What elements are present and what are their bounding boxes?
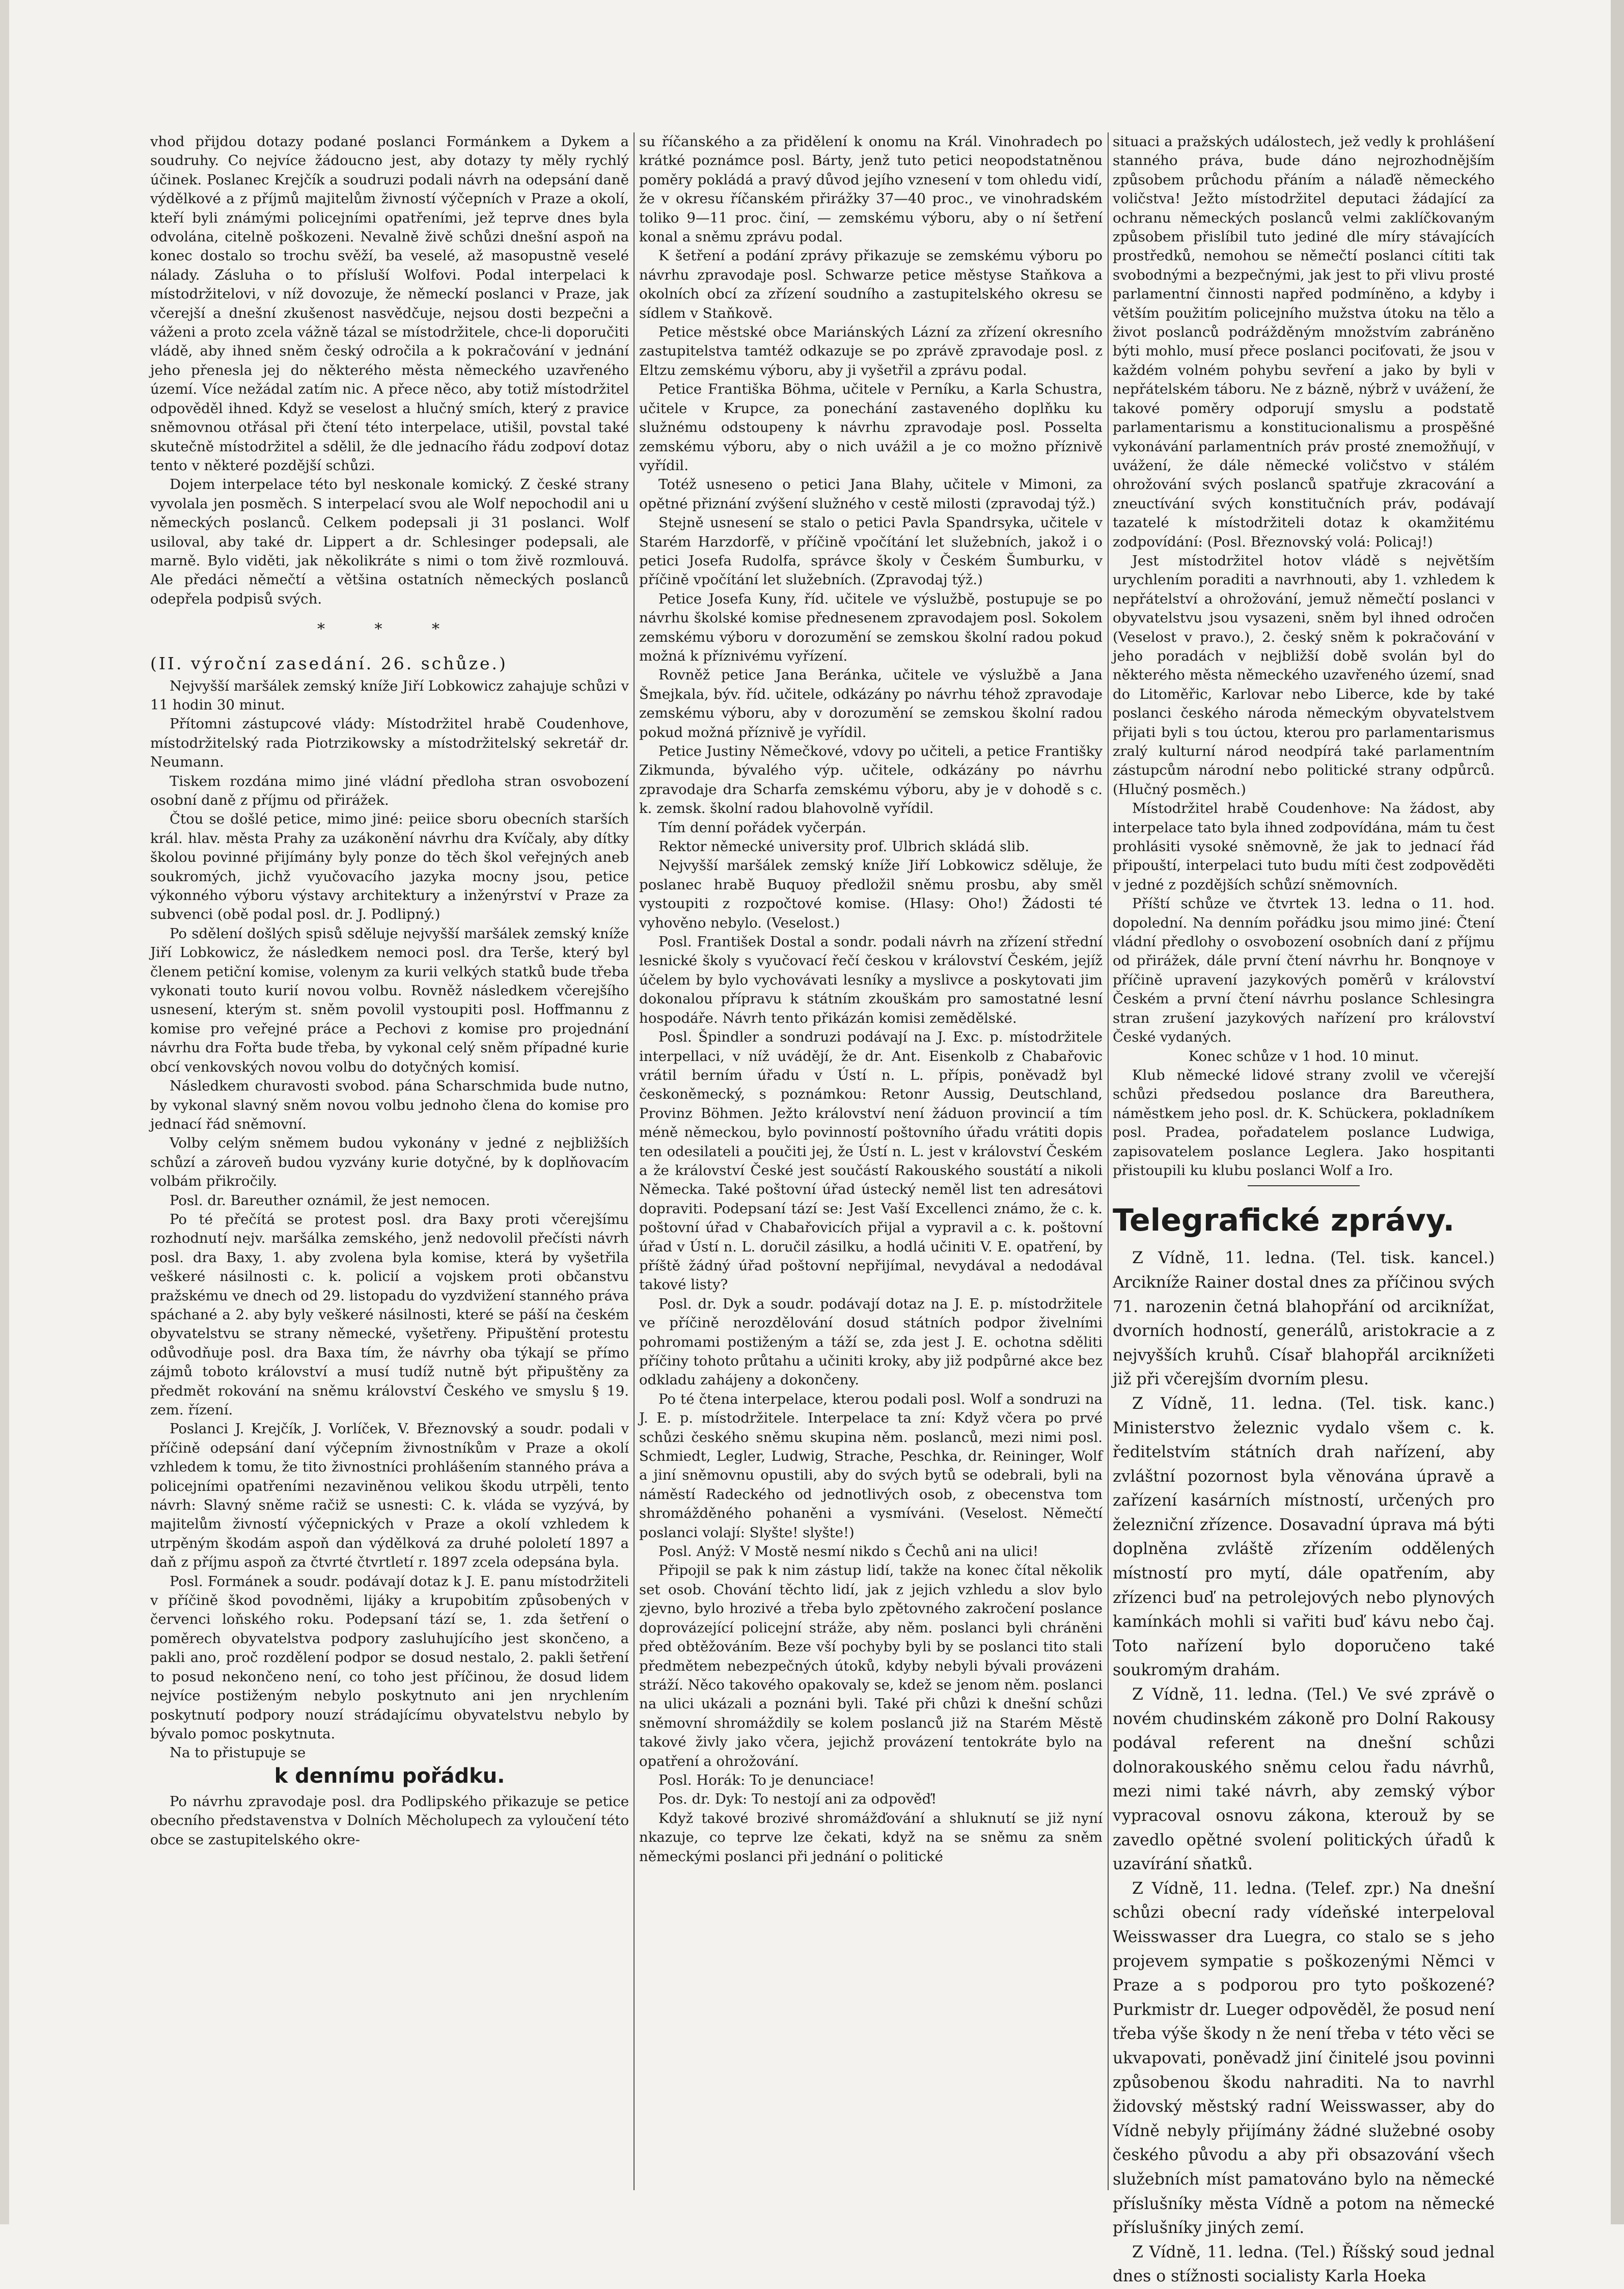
paragraph: Když takové brozivé shromážďování a shluknutí se již nyní nkazuje, co teprve lze čekati, když na se sněmu za sněm německými poslanci při jednání o politické (639, 1810, 1103, 1865)
scan-left-edge (0, 0, 9, 2224)
paragraph: Nejvyšší maršálek zemský kníže Jiří Lobkowicz zahajuje schůzi v 11 hodin 30 minut. (150, 677, 629, 713)
paragraph: Příští schůze ve čtvrtek 13. ledna o 11. hod. dopolední. Na denním pořádku jsou mimo jiné: Čtení vládní předlohy o osvobození osobních daní z příjmu od přirážek, dále první čtení návrhu hr. Bonqnoye v příčině upravení jazykových poměrů v království Českém a první čtení návrhu poslance Schlesingra stran zrušení jazykových nařízení pro království České vydaných. (1113, 895, 1495, 1046)
column-2 (639, 132, 1103, 2190)
paragraph: Po sdělení došlých spisů sděluje nejvyšší maršálek zemský kníže Jiří Lobkowicz, že následkem nemoci posl. dra Terše, který byl členem petiční komise, volenym za kurii velkých statků bude třeba vykonati touto kurií novou volbu. Rovněž následkem včerejšího usnesení, kterým st. sněm povolil vystoupiti posl. Hoffmannu z komise pro veřejné práce a Pechovi z komise pro projednání návrhu dra Fořta bude třeba, by vykonal celý sněm případné kurie obcí venkovských novou volbu do dotyčných komisí. (150, 925, 629, 1075)
paragraph: Přítomni zástupcové vlády: Místodržitel hrabě Coudenhove, místodržitelský rada Piotrzikowsky a místodržitelský sekretář dr. Neumann. (150, 716, 629, 771)
column-3 (1113, 132, 1495, 2286)
paragraph: Posl. Horák: To je denunciace! (658, 1772, 875, 1788)
paragraph: Posl. Formánek a soudr. podávají dotaz k J. E. panu místodržiteli v příčině škod povodněmi, lijáky a krupobitím způsobených v červenci loňského roku. Podepsaní tází se, 1. zda šetření o poměrech obyvatelstva podpory zasluhujícího jest skončeno, a pakli ano, proč rozdělení podpor se dosud nestalo, 2. pakli šetření to posud nekončeno není, co toho jest příčinou, že dosud lidem nejvíce postiženým nebylo poskytnuto ani jen nrychlením poskytnutí podpory nouzí strádajícímu obyvatelstvu nebylo by bývalo pomoc poskytnuta. (150, 1573, 629, 1742)
paragraph: Posl. Anýž: V Mostě nesmí nikdo s Čechů ani na ulici! (658, 1543, 1038, 1560)
paragraph: Po návrhu zpravodaje posl. dra Podlipského přikazuje se petice obecního představenstva v Dolních Měcholupech za vyloučení této obce se zastupitelského okre- (150, 1793, 629, 1848)
paragraph: Poslanci J. Krejčík, J. Vorlíček, V. Březnovský a soudr. podali v příčině odepsání daní výčepním živnostníkům v Praze a okolí vzhledem k tomu, že tito živnostníci prohlášením stanného práva a policejními opatřeními nezaviněnou velikou škodu utrpěli, tento návrh: Slavný sněme račiž se usnesti: C. k. vláda se vyzývá, by majitelům živností výčepnických v Praze a okolí vzhledem k utrpěným škodám aspoň dan výdělková za druhé pololetí 1897 a daň z příjmu aspoň za čtvrté čtvrtletí r. 1897 zcela odepsána byla. (150, 1421, 629, 1571)
paragraph: Místodržitel hrabě Coudenhove: Na žádost, aby interpelace tato byla ihned zodpovídána, mám tu čest prohlásiti vysoké sněmovně, že jak to jednací řád připouští, interpelaci tuto budu míti čest zodpověděti v jedné z pozdějších schůzí sněmovních. (1113, 800, 1495, 893)
paragraph: Připojil se pak k nim zástup lidí, takže na konec čítal několik set osob. Chování těchto lidí, jak z jejich vzhledu a slov bylo zjevno, bylo hrozivé a třeba bylo zpětovného zakročení poslance doprovázející policejní stráže, aby něm. poslanci byli chráněni před obtěžováním. Beze vší pochyby byli by se poslanci tito stali předmětem nebezpečných útoků, kdyby nebyli bývali provázeni stráží. Něco takového opakovaly se, kdež se jenom něm. poslanci na ulici ukázali a poznáni byli. Také při chůzi k dnešní schůzi sněmovní shromáždily se kolem poslanců již na Starém Městě takové živly jako včera, jejichž provázení tentokráte bylo na opatření a ohrožování. (639, 1562, 1103, 1769)
paragraph: Po té čtena interpelace, kterou podali posl. Wolf a sondruzi na J. E. p. místodržitele. Interpelace ta zní: Když včera po prvé schůzi českého sněmu skupina něm. poslanců, mezi nimi posl. Schmiedt, Legler, Ludwig, Strache, Peschka, dr. Reininger, Wolf a jiní sněmovnu opustili, aby do svých bytů se odebrali, byli na náměstí Radeckého od jednotlivých osob, z obecenstva tom shromážděného pohaněni a vysmíváni. (Veselost. Němečtí poslanci volají: Slyšte! slyšte!) (639, 1391, 1103, 1541)
separator-stars: * * * (317, 620, 462, 639)
paragraph: Rovněž petice Jana Beránka, učitele ve výslužbě a Jana Šmejkala, býv. říd. učitele, odkázány po návrhu téhož zpravodaje zemskému výboru, aby v dorozumění se zemskou školní radou pokud možná příznivě je vyřídil. (639, 667, 1103, 741)
paragraph: Na to přistupuje se (170, 1745, 306, 1761)
paragraph: Dojem interpelace této byl neskonale komický. Z české strany vyvolala jen posměch. S interpelací svou ale Wolf nepochodil ani u německých poslanců. Celkem podepsali ji 31 poslanci. Wolf usiloval, aby také dr. Lippert a dr. Schlesinger podepsali, ale marně. Bylo viděti, jak několikráte s nimi o tom živě rozmlouvá. Ale předáci němečtí a většina ostatních německých poslanců odepřela podpisů svých. (150, 476, 629, 607)
paragraph: Posl. dr. Dyk a soudr. podávají dotaz na J. E. p. místodržitele ve příčině nerozdělování dosud státních podpor živelními pohromami postiženým a táží se, zda jest J. E. ochotna sděliti příčiny tohoto průtahu a učiniti kroky, aby již podpůrné akce bez odkladu zahájeny a dokončeny. (639, 1295, 1103, 1388)
paragraph: Nejvyšší maršálek zemský kníže Jiří Lobkowicz sděluje, že poslanec hrabě Buquoy předložil sněmu prosbu, aby směl vystoupiti z rozpočtové komise. (Hlasy: Oho!) Žádosti té vyhověno nebylo. (Veselost.) (639, 857, 1103, 931)
paragraph: vhod přijdou dotazy podané poslanci Formánkem a Dykem a soudruhy. Co nejvíce žádoucno jest, aby dotazy ty měly rychlý účinek. Poslanec Krejčík a soudruzi podali návrh na odepsání daně výdělkové a z příjmů majitelům živností výčepních v Praze a okolí, kteří byli známými policejními opatřeními, jež teprve dnes byla odvolána, citelně poškozeni. Nevalně živě schůzi dnešní aspoň na konec dostalo so trochu svěží, ba veselé, až masopustně veselé nálady. Zásluha o to přísluší Wolfovi. Podal interpelaci k místodržitelovi, v níž dovozuje, že německí poslanci v Praze, jak včerejší a dnešní zkušenost nasvědčuje, nejsou dosti bezpečni a váženi a proto zcela vážně tázal se místodržitele, chce-li doporučiti vládě, aby ihned sněm český odročila a k pokračování v jednání jeho přenesla jej do některého města německého uzavřeného území. Více nežádal zatím nic. A přece něco, aby totiž místodržitel odpověděl ihned. Když se veselost a hlučný smích, který z pravice sněmovnou otřásal při čtení této interpelace, utišil, povstal také skutečně místodržitel a sdělil, že dle jednacího řádu zodpoví dotaz tento v některé pozdější schůzi. (150, 133, 629, 474)
paragraph: Posl. Špindler a sondruzi podávají na J. Exc. p. místodržitele interpellaci, v níž uvádějí, že dr. Ant. Eisenkolb z Chabařovic vrátil berním úřadu v Ústí n. L. přípis, poněvadž byl českoněmecký, s poznámkou: Retonr Aussig, Deutschland, Provinz Böhmen. Ježto království není žáduon provincií a tím méně německou, bylo povinností poštovního úřadu vrátiti dopis ten odesilateli a poučiti jej, že Ústí n. L. jest v království Českém a že království České jest součástí Rakouského soustátí a nikoli Německa. Také poštovní úřad ústecký neměl list ten adresátovi dopraviti. Podepsaní tází se: Jest Vaší Excellenci známo, že c. k. poštovní úřad v Chabařovicích přijal a vypravil a c. k. poštovní úřad v Ústí n. L. doručil zásilku, a hodlá učiniti V. E. opatření, by příště žádný úřad poštovní nepřijímal, nevydával a nedodával takové listy? (639, 1029, 1103, 1293)
paragraph: situaci a pražských událostech, jež vedly k prohlášení stanného práva, bude dáno nejrozhodnějším způsobem průchodu přáním a nálaďě německého voličstva! Ježto místodržitel deputaci žádající za ochranu německých poslanců velmi zaklíčkovaným způsobem přislíbil tuto jediné dle míry stávajících prostředků, nemohou se němečtí poslanci cítiti tak svobodnými a bezpečnými, jak jest to při vlivu prosté parlamentní činnosti napřed podmíněno, a kdyby i větším použitím policejního mužstva útoku na tělo a život poslanců podrážděným množstvím zabráněno býti mohlo, musí přece poslanci pociťovati, že jsou v každém volném pohybu sevření a jako by byli v nepřátelském táboru. Ne z bázně, nýbrž v uvážení, že takové poměry odporují smyslu a podstatě parlamentarismu a konstitucionalismu a prospěšné vykonávání parlamentních práv prosté znemožňují, v uvážení, že dále německé voličstvo v stálém ohrožování svých poslanců spatřuje zkracování a zneuctívání svých konstitučních práv, podávají tazatelé k místodržiteli dotaz k okamžitému zodpovídání: (Posl. Březnovský volá: Policaj!) (1113, 133, 1495, 550)
paragraph: Po té přečítá se protest posl. dra Baxy proti včerejšímu rozhodnutí nejv. maršálka zemského, jenž nedovolil přečísti návrh posl. dra Baxy, 1. aby zvolena byla komise, která by vyšetřila veškeré násilnosti c. k. policií a vojskem proti občanstvu pražskému ve dnech od 29. listopadu do vyzdvižení stanného práva spáchané a 2. aby byly veškeré násilnosti, které se páší na českém obyvatelstvu se strany německé, vyšetřeny. Připuštění protestu odůvodňuje posl. dra Baxa tím, že návrhy oba týkají se přímo zájmů toboto království a musí tudíž nutně být připuštěny za předmět rokování na sněmu království Českého ve smyslu § 19. zem. řízení. (150, 1211, 629, 1418)
column-rule (634, 132, 635, 2190)
paragraph: Jest místodržitel hotov vládě s největším urychlením poraditi a navrhnouti, aby 1. vzhledem k nepřátelství a ohrožování, jemuž němečtí poslanci v obyvatelstvu jsou vysazeni, sněm byl ihned odročen (Veselost v pravo.), 2. český sněm k pokračování v jeho poradách v nejbližší době svolán byl do některého města německého uzavřeného území, snad do Litoměřic, Karlovar nebo Liberce, kde by také poslanci českého národa německým obyvatelstvem přijati byli s tou úctou, kterou pro parlamentarismus zralý kulturní národ neodpírá také parlamentním zástupcům národní nebo politické strany odpůrců. (Hlučný posměch.) (1113, 552, 1495, 798)
paragraph: Tím denní pořádek vyčerpán. (658, 819, 867, 836)
news-item: Z Vídně, 11. ledna. (Tel. tisk. kancel.) Arciknížе Rainer dostal dnes za příčinou svých 71. narozenin četná blahopřání od arciknížat, dvorních hodností, generálů, aristokracie a z nejvyšších kruhů. Císař blahopřál arciknížeti již při včerejším dvorním plesu. (1113, 1249, 1495, 1389)
news-item: Z Vídně, 11. ledna. (Tel.) Ve své zprávě o novém chudinském zákoně pro Dolní Rakousy podával referent na dnešní schůzi dolnorakouského sněmu celou řadu návrhů, mezi nimi také návrh, aby zemský výbor vypracoval osnovu zákona, kterouž by se zavedlo opětné svolení politických úřadů k uzavírání sňatků. (1113, 1685, 1495, 1874)
paragraph: Petice Františka Böhma, učitele v Perníku, a Karla Schustra, učitele v Krupce, za ponechání zastaveného doplňku ku služnému odstoupeny k návrhu zpravodaje posl. Posselta zemskému výboru, aby o nich uvážil a je co možno příznivě vyřídil. (639, 381, 1103, 474)
scan-right-edge (1611, 0, 1624, 2224)
agenda-heading: k dennímu pořádku. (274, 1764, 505, 1788)
paragraph: Konec schůze v 1 hod. 10 minut. (1188, 1048, 1419, 1065)
divider (1248, 1185, 1360, 1186)
paragraph: Volby celým sněmem budou vykonány v jedné z nejbližších schůzí a zároveň budou vyzvány kurie dotyčné, by k doplňovacím volbám přikročily. (150, 1135, 629, 1190)
paragraph: Pos. dr. Dyk: To nestojí ani za odpověď! (658, 1791, 937, 1808)
paragraph: Následkem churavosti svobod. pána Scharschmida bude nutno, by vykonal slavný sněm novou volbu jednoho člena do komise pro jednací řád sněmovní. (150, 1078, 629, 1132)
paragraph: Petice městské obce Mariánských Lázní za zřízení okresního zastupitelstva tamtéž odkazuje se po zprávě zpravodaje posl. z Eltzu zemskému výboru, aby ji vyšetřil a zprávu podal. (639, 324, 1103, 378)
paragraph: Petice Justiny Němečkové, vdovy po učiteli, a petice Františky Zikmunda, bývalého výp. učitele, odkázány po návrhu zpravodaje dra Scharfa zemskému výboru, aby je v dohodě s c. k. zemsk. školní radou blahovolně vyřídil. (639, 743, 1103, 817)
news-item: Z Vídně, 11. ledna. (Tel. tisk. kanc.) Ministerstvo železnic vydalo všem c. k. ředitelstvím státních drah nařízení, aby zvláštní pozornost byla věnována úpravě a zařízení kasárních místností, určených pro železniční zřízence. Dosavadní úprava má býti doplněna zvláště zřízením oddělených místností pro mytí, dále opatřením, aby zřízenci buď na petrolejových nebo plynových kamínkách mohli si vařiti buď kávu nebo čaj. Toto nařízení bylo doporučeno také soukromým drahám. (1113, 1394, 1495, 1680)
news-item: Z Vídně, 11. ledna. (Telef. zpr.) Na dnešní schůzi obecní rady vídeňské interpeloval Weisswasser dra Luegra, co stalo se s jeho projevem sympatie s poškozenými Němci v Praze a s podporou pro tyto poškozené? Purkmistr dr. Lueger odpověděl, že posud není třeba výše škody n že není třeba v této věci se ukvapovati, poněvadž jiní činitelé jsou povinni způsobenou škodu nahraditi. Na to navrhl židovský městský radní Weisswasser, aby do Vídně nebyly přijímány žádné služebné osoby českého původu a aby při obsazování všech služebních míst pamatováno bylo na německé příslušníky města Vídně a potom na německé příslušníky jiných zemí. (1113, 1879, 1495, 2238)
paragraph: Stejně usnesení se stalo o petici Pavla Spandrsyka, učitele v Starém Harzdorfě, v příčině vpočítání let služebních, jakož i o petici Josefa Rudolfa, správce školy v Českém Šumburku, v příčině vpočítání let služebních. (Zpravodaj týž.) (639, 514, 1103, 588)
paragraph: Čtou se došlé petice, mimo jiné: peiice sboru obecních starších král. hlav. města Prahy za uzákonění návrhu dra Kvíčaly, aby dítky školou povinné přijímány byly ponze do těch škol veřejných aneb soukromých, jichž vyučovacího jazyka mocny jsou, petice výkonného výboru výstavy architektury a inženýrství v Praze za subvenci (obě podal posl. dr. J. Podlipný.) (150, 811, 629, 923)
paragraph: su říčanského a za přidělení k onomu na Král. Vinohradech po krátké poznámce posl. Bárty, jenž tuto petici neopodstatněnou poměry pokládá a pravý důvod jejího vznesení v tom ohledu vidí, že v okresu říčanském přirážky 37—40 proc., ve vinohradském toliko 9—11 proc. činí, — zemskému výboru, aby o ní šetření konal a sněmu zprávu podal. (639, 133, 1103, 246)
column-1 (150, 132, 629, 2190)
paragraph: Rektor německé university prof. Ulbrich skládá slib. (658, 838, 1030, 855)
newspaper-page (150, 132, 1495, 2286)
news-item: Z Vídně, 11. ledna. (Tel.) Říšský soud jednal dnes o stížnosti socialisty Karla Hoeka (1113, 2243, 1495, 2286)
session-heading: (II. výroční zasedání. 26. schůze.) (150, 653, 508, 673)
telegraph-news-heading: Telegrafické zprávy. (1113, 1203, 1455, 1239)
paragraph: Posl. dr. Bareuther oznámil, že jest nemocen. (170, 1192, 490, 1209)
paragraph: Klub německé lidové strany zvolil ve včerejší schůzi předsedou poslance dra Bareuthera, náměstkem jeho posl. dr. K. Schückera, pokladníkem posl. Pradea, pořadatelem poslance Ludwiga, zapisovatelem poslance Leglera. Jako hospitanti přistoupili ku klubu poslanci Wolf a Iro. (1113, 1067, 1495, 1179)
paragraph: K šetření a podání zprávy přikazuje se zemskému výboru po návrhu zpravodaje posl. Schwarze petice městyse Staňkova a okolních obcí za zřízení soudního a zastupitelského okresu se sídlem v Staňkově. (639, 248, 1103, 321)
column-rule (1108, 132, 1109, 2190)
paragraph: Totéž usneseno o petici Jana Blahy, učitele v Mimoni, za opětné přiznání zvýšení služného v cestě milosti (zpravodaj týž.) (639, 476, 1103, 512)
paragraph: Petice Josefa Kuny, říd. učitele ve výslužbě, postupuje se po návrhu školské komise přednesenem zpravodajem posl. Sokolem zemskému výboru v dorozumění se zemskou školní radou pokud možná k příznivému vyřízení. (639, 590, 1103, 664)
paragraph: Tiskem rozdána mimo jiné vládní předloha stran osvobození osobní daně z příjmu od přirážek. (150, 773, 629, 808)
paragraph: Posl. František Dostal a sondr. podali návrh na zřízení střední lesnické školy s vyučovací řečí českou v království Českém, jejíž účelem by bylo vychovávati lesníky a myslivce a poskytovati jim dokonalou přípravu k státním zkouškám pro samostatné lesní hospodáře. Návrh tento přikázán komisi zemědělské. (639, 934, 1103, 1026)
